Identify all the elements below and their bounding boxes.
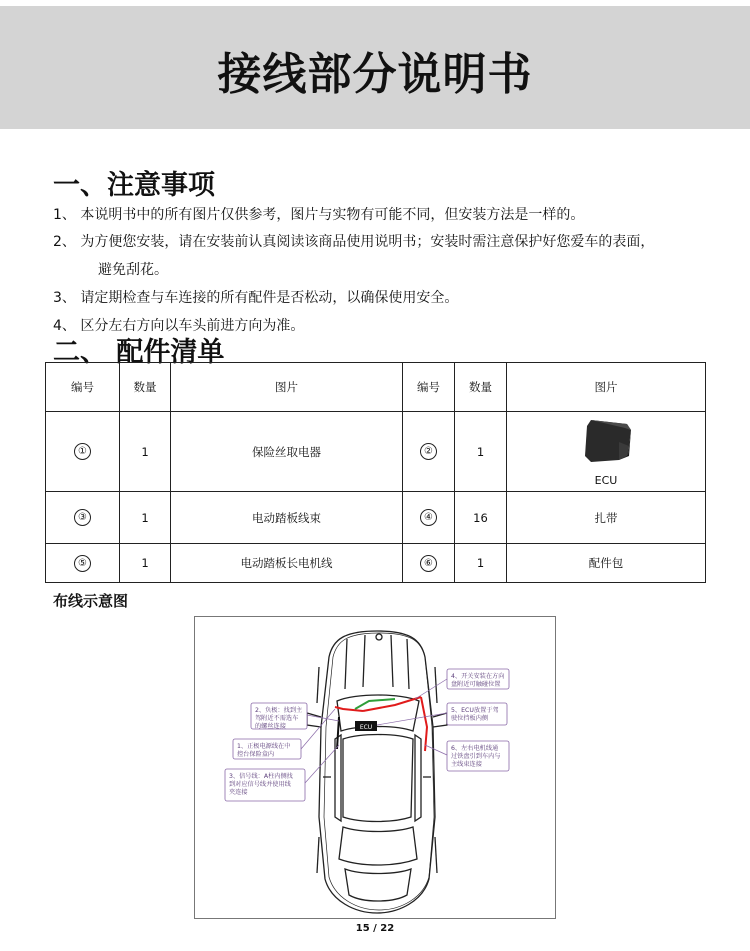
wiring-diagram-title: 布线示意图	[53, 592, 129, 610]
page-title: 接线部分说明书	[217, 49, 533, 100]
note-item-4: 4、 区分左右方向以车头前进方向为准。	[53, 318, 305, 334]
item-name: 电动踏板线束	[171, 492, 403, 544]
callout-3-line: 3、信号线：A柱内侧找	[229, 773, 293, 780]
item-quantity: 1	[120, 412, 171, 492]
ecu-picture-cell	[507, 412, 706, 492]
callout-2-line: 2、负极：找到主	[255, 707, 303, 714]
table-row	[46, 544, 706, 583]
ecu-module-image	[579, 416, 639, 468]
ecu-diagram-label: ECU	[359, 724, 373, 731]
table-row	[46, 412, 706, 492]
callout-6-line: 6、左右电机线通	[451, 745, 499, 752]
item-number: ④	[420, 509, 437, 526]
car-top-view	[195, 617, 555, 918]
table-row	[46, 492, 706, 544]
header-qty-2: 数量	[455, 363, 507, 412]
item-quantity: 1	[455, 412, 507, 492]
callout-2-line: 的螺丝连接	[255, 723, 286, 730]
item-quantity: 1	[120, 544, 171, 583]
header-no-2: 编号	[403, 363, 455, 412]
item-name: 保险丝取电器	[171, 412, 403, 492]
header-no-1: 编号	[46, 363, 120, 412]
note-item-2: 2、 为方便您安装，请在安装前认真阅读该商品使用说明书；安装时需注意保护好您爱车的表面，	[53, 234, 655, 250]
item-name: 扎带	[507, 492, 706, 544]
callout-6-line: 过铁盘引到车内与	[451, 753, 501, 760]
header-picture-2: 图片	[507, 363, 706, 412]
item-quantity: 1	[120, 492, 171, 544]
callout-6-line: 主线束连接	[451, 761, 482, 768]
wiring-diagram	[194, 616, 556, 919]
callout-2-line: 驾附近不需选车	[255, 715, 299, 722]
parts-table	[45, 362, 706, 583]
table-header-row	[46, 363, 706, 412]
item-number: ②	[420, 443, 437, 460]
page-number: 15 / 22	[355, 923, 395, 934]
callout-5-line: 5、ECU放置于驾	[451, 707, 499, 714]
parts-heading: 二、 配件清单	[53, 337, 225, 368]
item-number: ⑤	[74, 555, 91, 572]
callout-1-line: 控台保险盒内	[237, 751, 275, 758]
header-qty-1: 数量	[120, 363, 171, 412]
callout-4-line: 盘附近可触碰位置	[451, 681, 501, 688]
callout-1-line: 1、正极电源线在中	[237, 743, 291, 750]
note-item-2-continued: 避免刮花。	[98, 262, 168, 278]
item-quantity: 1	[455, 544, 507, 583]
callout-3-line: 到对应信号线并使用线	[229, 781, 291, 788]
notes-heading: 一、注意事项	[53, 170, 215, 201]
callout-5-line: 驶位挡板内侧	[451, 715, 489, 722]
item-number: ①	[74, 443, 91, 460]
callout-3-line: 夹连接	[229, 789, 248, 796]
header-picture-1: 图片	[171, 363, 403, 412]
note-item-3: 3、 请定期检查与车连接的所有配件是否松动，以确保使用安全。	[53, 290, 459, 306]
note-item-1: 1、 本说明书中的所有图片仅供参考，图片与实物有可能不同，但安装方法是一样的。	[53, 207, 585, 223]
item-name: 配件包	[507, 544, 706, 583]
item-name: ECU	[594, 474, 618, 487]
callout-4-line: 4、开关安装在方向	[451, 673, 505, 680]
item-quantity: 16	[455, 492, 507, 544]
item-name: 电动踏板长电机线	[171, 544, 403, 583]
item-number: ③	[74, 509, 91, 526]
item-number: ⑥	[420, 555, 437, 572]
